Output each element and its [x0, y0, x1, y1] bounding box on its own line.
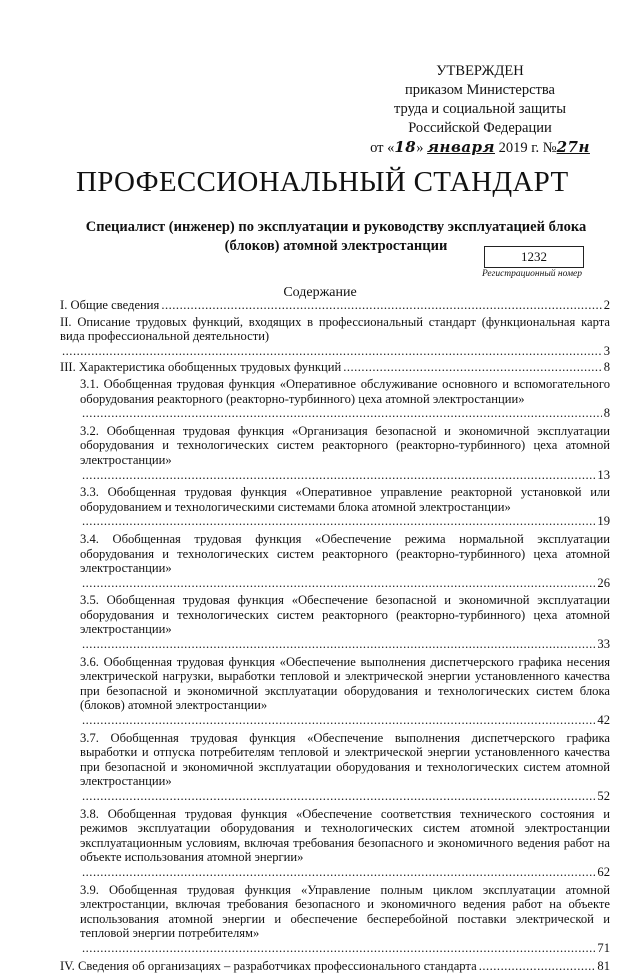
toc-leader-dots: [82, 514, 595, 529]
approval-line-4: Российской Федерации: [408, 120, 552, 136]
standard-subtitle: Специалист (инженер) по эксплуатации и руководству эксплуатацией блока (блоков) атомной электростанции: [85, 219, 587, 254]
date-year: 2019 г. №: [494, 140, 557, 156]
toc-entry-text: 3.9. Обобщенная трудовая функция «Управление полным циклом эксплуатации атомной электростанции, включая требования безопасного и экономичного ведения работ на объекте использования атомной энергии и обеспечение бесперебойной поставки электрической и тепловой энергии потребителям»: [80, 882, 610, 941]
toc-entry-text: I. Общие сведения: [60, 298, 160, 312]
toc-entry: [60, 883, 610, 956]
toc-entry-page: 13: [597, 467, 610, 482]
toc-entry: [60, 485, 610, 529]
toc-leader-dots: [82, 713, 595, 728]
toc-entry-text: 3.7. Обобщенная трудовая функция «Обеспечение выполнения диспетчерского графика выработки и отпуска потребителям тепловой и электрической энергии установленного качества при безопасной и экономичной эксплуатации оборудования и технологических систем атомной электростанции»: [80, 730, 610, 789]
table-of-contents: [60, 298, 610, 975]
toc-entry-page: 19: [597, 514, 610, 529]
toc-entry-page: 3: [603, 343, 610, 358]
date-month: января: [427, 138, 495, 156]
approval-block: [360, 62, 600, 158]
approval-date-line: [360, 138, 600, 158]
toc-entry-page: 81: [597, 958, 610, 973]
toc-entry-page: 8: [603, 406, 610, 421]
toc-entry-text: 3.5. Обобщенная трудовая функция «Обеспечение безопасной и экономичной эксплуатации оборудования и технологических систем реакторного (реакторно-турбинного) цеха атомной электростанции»: [80, 593, 610, 637]
toc-leader-dots: [82, 637, 595, 652]
approval-line-3: труда и социальной защиты: [394, 101, 566, 117]
toc-entry-text: 3.6. Обобщенная трудовая функция «Обеспечение выполнения диспетчерского графика несения электрической нагрузки, выработки тепловой и электрической энергии установленного качества при безопасной и экономичной эксплуатации оборудования и технологических систем блока (блоков) атомной электростанции»: [80, 654, 610, 713]
toc-entry-text: 3.8. Обобщенная трудовая функция «Обеспечение соответствия технического состояния и режимов эксплуатации оборудования и технологических систем атомной электростанции эксплуатационным условиям, включая требования безопасного и экономичного ведения работ на объекте использования атомной энергии»: [80, 806, 610, 865]
toc-entry-text: 3.4. Обобщенная трудовая функция «Обеспечение режима нормальной эксплуатации оборудования и технологических систем реакторного (реакторно-турбинного) цеха атомной электростанции»: [80, 531, 610, 576]
document-title: ПРОФЕССИОНАЛЬНЫЙ СТАНДАРТ: [76, 166, 569, 198]
approval-line-1: УТВЕРЖДЕН: [436, 63, 524, 79]
toc-entry: [60, 655, 610, 728]
toc-leader-dots: [82, 468, 595, 483]
toc-leader-dots: [82, 789, 595, 804]
registration-number-label: Регистрационный номер: [481, 269, 583, 279]
toc-leader-dots: [82, 941, 595, 956]
date-prefix: от «: [370, 140, 395, 156]
date-day: 18: [394, 138, 417, 156]
toc-leader-dots: [82, 865, 595, 880]
toc-entry-page: 2: [603, 298, 610, 312]
toc-entry: [60, 360, 610, 375]
registration-number-box: 1232: [484, 246, 584, 268]
toc-entry: [60, 807, 610, 880]
toc-entry-page: 26: [597, 575, 610, 590]
toc-entry-page: 8: [603, 360, 610, 375]
toc-entry-page: 62: [597, 864, 610, 879]
toc-leader-dots: [479, 959, 596, 974]
toc-leader-dots: [62, 344, 602, 359]
toc-entry: [60, 298, 610, 313]
toc-entry-page: 52: [597, 789, 610, 803]
toc-heading: Содержание: [283, 285, 357, 300]
toc-entry-text: IV. Сведения об организациях – разработчиках профессионального стандарта: [60, 958, 477, 973]
toc-entry-text: II. Описание трудовых функций, входящих в профессиональный стандарт (функциональная карта вида профессиональной деятельности): [60, 314, 610, 344]
toc-leader-dots: [82, 576, 595, 591]
toc-entry: [60, 593, 610, 651]
toc-entry-page: 33: [597, 637, 610, 652]
toc-entry: [60, 731, 610, 804]
toc-entry: [60, 315, 610, 359]
toc-entry-page: 71: [597, 940, 610, 955]
toc-entry-text: III. Характеристика обобщенных трудовых функций: [60, 360, 342, 375]
toc-leader-dots: [161, 298, 601, 313]
toc-entry-text: 3.3. Обобщенная трудовая функция «Оперативное управление реакторной установкой или оборудованием и технологическими системами блока атомной электростанции»: [80, 485, 610, 514]
toc-entry: [60, 424, 610, 482]
toc-leader-dots: [343, 360, 602, 375]
toc-entry-text: 3.2. Обобщенная трудовая функция «Организация безопасной и экономичной эксплуатации оборудования и технологических систем реакторного (реакторно-турбинного) цеха атомной электростанции»: [80, 423, 610, 467]
toc-entry: [60, 532, 610, 590]
order-number: 27н: [556, 138, 590, 156]
toc-entry: [60, 959, 610, 974]
toc-entry-page: 42: [597, 713, 610, 728]
toc-entry: [60, 377, 610, 421]
toc-entry-text: 3.1. Обобщенная трудовая функция «Оперативное обслуживание основного и вспомогательного оборудования реакторного (реакторно-турбинного) цеха атомной электростанции»: [80, 376, 610, 406]
approval-line-2: приказом Министерства: [405, 82, 555, 98]
date-mid: »: [416, 140, 428, 156]
toc-leader-dots: [82, 406, 602, 421]
